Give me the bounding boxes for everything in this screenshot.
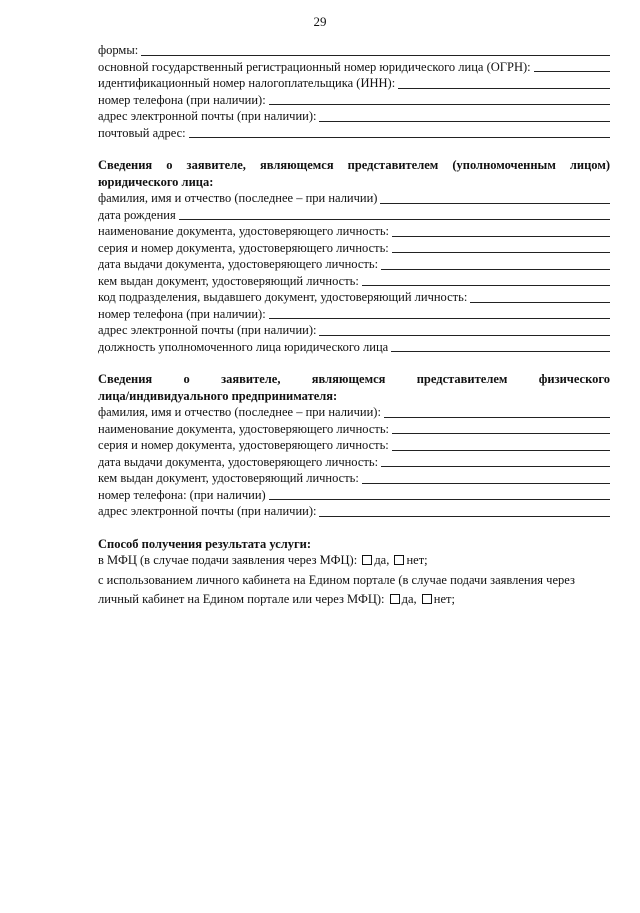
mfc-option-line [98,552,610,569]
field-label: основной государственный регистрационный номер юридического лица (ОГРН): [98,59,531,74]
field-line [98,437,610,454]
field-line-ogrn [98,59,610,76]
field-label: номер телефона (при наличии): [98,306,266,321]
page-number: 29 [313,14,327,29]
yes-label: да, [401,592,417,606]
rep-legal-section [98,157,610,355]
blank-underline[interactable] [269,499,610,500]
field-label: серия и номер документа, удостоверяющего личность: [98,438,389,452]
field-line-postal [98,125,610,142]
field-label: номер телефона: (при наличии) [98,487,266,502]
blank-underline[interactable] [534,71,610,72]
blank-underline[interactable] [380,203,610,204]
blank-underline[interactable] [319,121,610,122]
blank-underline[interactable] [391,351,610,352]
blank-underline[interactable] [179,219,610,220]
result-method-section [98,536,610,609]
blank-underline[interactable] [392,252,610,253]
blank-underline[interactable] [319,516,610,517]
field-line [98,190,610,207]
field-line [98,240,610,257]
no-label: нет; [433,592,455,606]
portal-option-text: личный кабинет на Едином портале или через МФЦ): [98,592,385,606]
field-label: должность уполномоченного лица юридического лица [98,339,389,354]
field-line-email [98,108,610,125]
section-heading: Сведения о заявителе, являющемся представителем физического [98,372,610,386]
mfc-yes-checkbox[interactable] [362,555,372,565]
field-line-forms [98,42,610,59]
form-body [98,42,610,608]
field-line [98,487,610,504]
field-label: фамилия, имя и отчество (последнее – при наличии): [98,405,381,419]
field-label: идентификационный номер налогоплательщика (ИНН): [98,76,396,90]
field-line [98,273,610,290]
field-line-inn [98,75,610,92]
blank-underline[interactable] [269,318,610,319]
field-label: дата выдачи документа, удостоверяющего личность: [98,454,379,469]
field-label: кем выдан документ, удостоверяющий личность: [98,273,359,288]
blank-underline[interactable] [392,450,610,451]
portal-option-line2 [98,591,610,608]
field-line [98,470,610,487]
field-line [98,322,610,339]
section-heading: Способ получения результата услуги: [98,536,312,551]
field-label: код подразделения, выдавшего документ, удостоверяющий личность: [98,290,468,304]
field-line [98,404,610,421]
field-label: формы: [98,43,139,57]
blank-underline[interactable] [141,55,610,56]
field-line [98,223,610,240]
field-line [98,306,610,323]
field-label: дата рождения [98,207,176,222]
rep-individual-section [98,371,610,520]
blank-underline[interactable] [362,285,610,286]
section-heading: Сведения о заявителе, являющемся представителем (уполномоченным лицом) [98,158,610,172]
field-label: кем выдан документ, удостоверяющий личность: [98,471,359,485]
section-heading: лица/индивидуального предпринимателя: [98,388,338,403]
field-label: дата выдачи документа, удостоверяющего личность: [98,257,379,271]
field-label: наименование документа, удостоверяющего личность: [98,421,390,436]
org-section [98,42,610,141]
blank-underline[interactable] [398,88,610,89]
field-label: адрес электронной почты (при наличии): [98,323,317,337]
blank-underline[interactable] [381,466,610,467]
blank-underline[interactable] [362,483,610,484]
yes-label: да, [374,553,390,567]
portal-option-line1: с использованием личного кабинета на Едином портале (в случае подачи заявления через [98,573,575,587]
portal-yes-checkbox[interactable] [390,594,400,604]
field-label: наименование документа, удостоверяющего личность: [98,224,390,238]
field-label: адрес электронной почты (при наличии): [98,504,317,518]
portal-no-checkbox[interactable] [422,594,432,604]
blank-underline[interactable] [269,104,610,105]
mfc-option-text: в МФЦ (в случае подачи заявления через МФЦ): [98,553,358,567]
blank-underline[interactable] [381,269,610,270]
blank-underline[interactable] [189,137,610,138]
field-line [98,421,610,438]
mfc-no-checkbox[interactable] [394,555,404,565]
blank-underline[interactable] [392,236,610,237]
field-line [98,207,610,224]
blank-underline[interactable] [319,335,610,336]
field-line [98,256,610,273]
field-line [98,289,610,306]
field-line [98,339,610,356]
field-label: фамилия, имя и отчество (последнее – при наличии) [98,191,378,205]
field-label: почтовый адрес: [98,125,186,140]
section-heading: юридического лица: [98,174,214,189]
field-line [98,454,610,471]
field-label: адрес электронной почты (при наличии): [98,109,317,123]
field-label: номер телефона (при наличии): [98,92,266,107]
blank-underline[interactable] [470,302,610,303]
blank-underline[interactable] [384,417,610,418]
no-label: нет; [406,553,428,567]
field-line-phone [98,92,610,109]
field-label: серия и номер документа, удостоверяющего личность: [98,240,389,255]
field-line [98,503,610,520]
blank-underline[interactable] [392,433,610,434]
